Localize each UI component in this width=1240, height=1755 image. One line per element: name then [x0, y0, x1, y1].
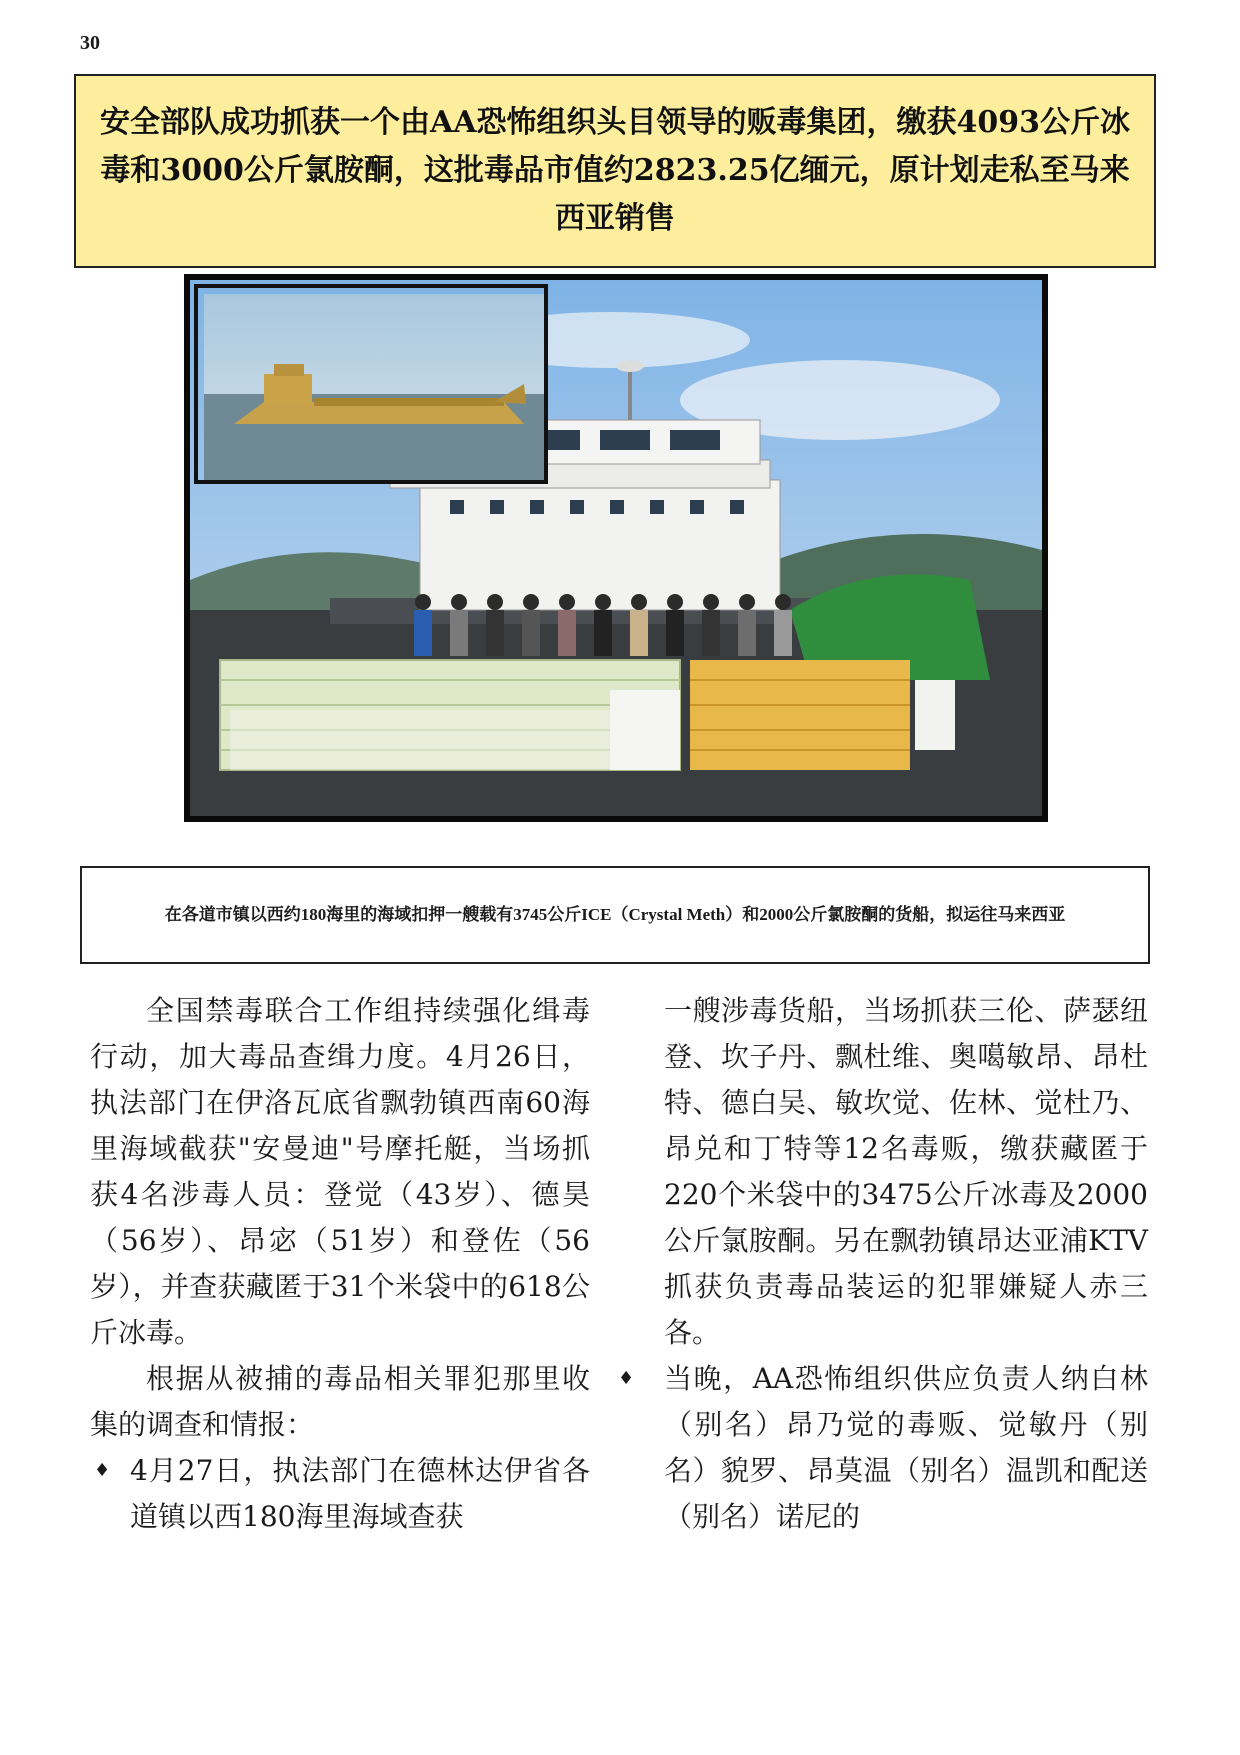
bullet-diamond-icon: ♦ — [94, 1460, 111, 1481]
paragraph-1: 全国禁毒联合工作组持续强化缉毒行动，加大毒品查缉力度。4月26日，执法部门在伊洛瓦底省飘勃镇西南60海里海域截获"安曼迪"号摩托艇，当场抓获4名涉毒人员：登觉（43岁）、德昊（56岁）、昂宓（51岁）和登佐（56岁），并查获藏匿于31个米袋中的618公斤冰毒。 — [90, 994, 590, 1349]
bullet-2-text: 当晚，AA恐怖组织供应负责人纳白林（别名）昂乃觉的毒贩、觉敏丹（别名）貌罗、昂莫温（别名）温凯和配送（别名）诺尼的 — [664, 1362, 1148, 1533]
page-number: 30 — [80, 32, 100, 54]
inset-ship-photo — [194, 284, 548, 484]
photo-caption-box — [80, 866, 1150, 964]
headline-box — [74, 74, 1156, 268]
photo-caption: 在各道市镇以西约180海里的海域扣押一艘载有3745公斤ICE（Crystal Meth）和2000公斤氯胺酮的货船，拟运往马来西亚 — [164, 905, 1066, 924]
inset-ship-graphic — [204, 294, 548, 484]
paragraph-2: 根据从被捕的毒品相关罪犯那里收集的调查和情报： — [90, 1362, 590, 1441]
bullet-diamond-icon: ♦ — [618, 1368, 635, 1389]
headline-text: 安全部队成功抓获一个由AA恐怖组织头目领导的贩毒集团，缴获4093公斤冰毒和3000公斤氯胺酮，这批毒品市值约2823.25亿缅元，原计划走私至马来西亚销售 — [99, 105, 1131, 236]
bullet-1-text-continued: 一艘涉毒货船，当场抓获三伦、萨瑟纽登、坎子丹、飘杜维、奥噶敏昂、昂杜特、德白吴、敏坎觉、佐林、觉杜乃、昂兑和丁特等12名毒贩，缴获藏匿于220个米袋中的3475公斤冰毒及2000公斤氯胺酮。另在飘勃镇昂达亚浦KTV抓获负责毒品装运的犯罪嫌疑人赤三各。 — [664, 994, 1148, 1349]
article-column-right — [618, 988, 1148, 1540]
bullet-item-1 — [90, 1448, 590, 1540]
article-column-left — [90, 988, 590, 1540]
bullet-item-2 — [614, 1356, 1148, 1540]
bullet-1-text-start: 4月27日，执法部门在德林达伊省各道镇以西180海里海域查获 — [130, 1454, 590, 1533]
photo-frame — [184, 274, 1048, 822]
